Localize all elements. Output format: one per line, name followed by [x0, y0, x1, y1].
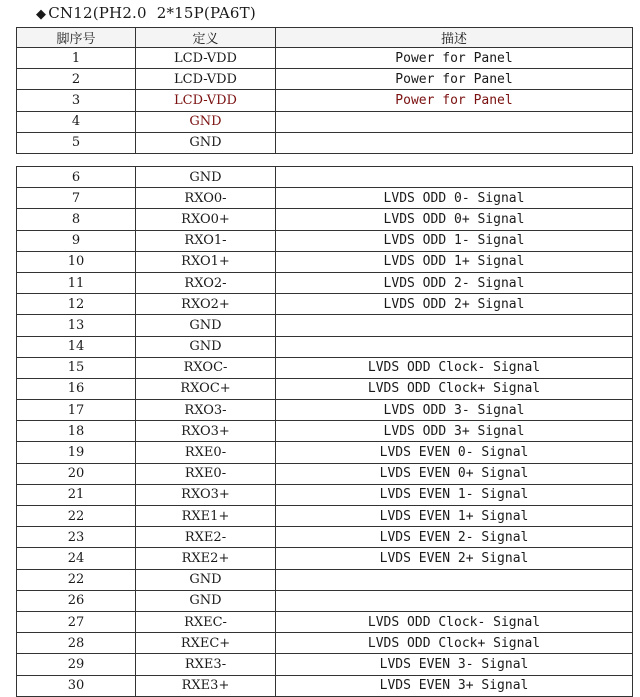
pin-number-cell: 13: [17, 315, 136, 336]
pin-definition-cell: RXO2+: [136, 294, 276, 315]
pin-number-cell: 21: [17, 484, 136, 505]
pin-number-cell: 4: [17, 111, 136, 132]
table-row: [17, 463, 633, 484]
pin-number-cell: 16: [17, 378, 136, 399]
table-row: [17, 654, 633, 675]
table-row: [17, 132, 633, 153]
pin-definition-cell: RXOC-: [136, 357, 276, 378]
pin-definition-cell: RXE1+: [136, 506, 276, 527]
pin-description-cell: LVDS EVEN 3- Signal: [276, 654, 633, 675]
pin-definition-cell: RXO3+: [136, 421, 276, 442]
pin-description-cell: Power for Panel: [276, 69, 633, 90]
pin-number-cell: 11: [17, 272, 136, 293]
diamond-bullet-icon: ◆: [36, 7, 47, 22]
pin-definition-cell: GND: [136, 336, 276, 357]
pin-description-cell: LVDS ODD Clock- Signal: [276, 611, 633, 632]
table-row: [17, 400, 633, 421]
pin-description-cell: LVDS ODD 0- Signal: [276, 188, 633, 209]
table-row: [17, 590, 633, 611]
pin-definition-cell: RXE0-: [136, 442, 276, 463]
pin-number-cell: 15: [17, 357, 136, 378]
pin-description-cell: LVDS ODD 1+ Signal: [276, 251, 633, 272]
pin-description-cell: [276, 132, 633, 153]
pin-number-cell: 6: [17, 167, 136, 188]
pin-definition-cell: RXE0-: [136, 463, 276, 484]
table-row: [17, 230, 633, 251]
table-row: [17, 69, 633, 90]
pin-definition-cell: GND: [136, 569, 276, 590]
header-definition: 定义: [136, 28, 276, 48]
pin-definition-cell: LCD-VDD: [136, 90, 276, 111]
table-row: [17, 272, 633, 293]
pin-number-cell: 14: [17, 336, 136, 357]
pin-definition-cell: RXO0-: [136, 188, 276, 209]
table-row: [17, 506, 633, 527]
table-row: [17, 315, 633, 336]
page-title: [36, 4, 256, 22]
pin-definition-cell: RXE3-: [136, 654, 276, 675]
pin-definition-cell: RXO1-: [136, 230, 276, 251]
pin-description-cell: LVDS ODD Clock- Signal: [276, 357, 633, 378]
table-row: [17, 90, 633, 111]
pin-number-cell: 5: [17, 132, 136, 153]
pin-description-cell: [276, 111, 633, 132]
pin-definition-cell: LCD-VDD: [136, 48, 276, 69]
table-row: [17, 633, 633, 654]
pin-number-cell: 10: [17, 251, 136, 272]
pin-definition-cell: RXO3-: [136, 400, 276, 421]
pin-description-cell: LVDS ODD 3+ Signal: [276, 421, 633, 442]
pin-number-cell: 2: [17, 69, 136, 90]
pin-number-cell: 1: [17, 48, 136, 69]
pin-description-cell: [276, 167, 633, 188]
pin-number-cell: 12: [17, 294, 136, 315]
table-row: [17, 167, 633, 188]
table-row: [17, 527, 633, 548]
pin-number-cell: 23: [17, 527, 136, 548]
table-row: [17, 294, 633, 315]
pin-number-cell: 7: [17, 188, 136, 209]
pin-description-cell: [276, 569, 633, 590]
pin-description-cell: LVDS EVEN 1+ Signal: [276, 506, 633, 527]
table-row: [17, 442, 633, 463]
pin-description-cell: LVDS EVEN 0- Signal: [276, 442, 633, 463]
pin-definition-cell: RXE2+: [136, 548, 276, 569]
pin-number-cell: 22: [17, 569, 136, 590]
pin-definition-cell: GND: [136, 132, 276, 153]
pin-description-cell: Power for Panel: [276, 90, 633, 111]
pin-table-bottom: [16, 166, 633, 697]
pin-description-cell: Power for Panel: [276, 48, 633, 69]
page-title-text: CN12(PH2.0 2*15P(PA6T): [48, 4, 256, 22]
pin-number-cell: 3: [17, 90, 136, 111]
pin-description-cell: LVDS ODD 0+ Signal: [276, 209, 633, 230]
header-description: 描述: [276, 28, 633, 48]
pin-number-cell: 18: [17, 421, 136, 442]
table-row: [17, 569, 633, 590]
table-row: [17, 484, 633, 505]
pin-description-cell: LVDS EVEN 1- Signal: [276, 484, 633, 505]
pin-description-cell: LVDS ODD 1- Signal: [276, 230, 633, 251]
pin-description-cell: LVDS ODD Clock+ Signal: [276, 378, 633, 399]
table-row: [17, 336, 633, 357]
pin-number-cell: 8: [17, 209, 136, 230]
pin-number-cell: 28: [17, 633, 136, 654]
table-row: [17, 357, 633, 378]
pin-description-cell: LVDS EVEN 0+ Signal: [276, 463, 633, 484]
pin-definition-cell: RXE2-: [136, 527, 276, 548]
table-row: [17, 548, 633, 569]
pin-number-cell: 26: [17, 590, 136, 611]
pin-number-cell: 27: [17, 611, 136, 632]
pin-definition-cell: LCD-VDD: [136, 69, 276, 90]
pin-definition-cell: RXO0+: [136, 209, 276, 230]
pin-description-cell: LVDS EVEN 2- Signal: [276, 527, 633, 548]
pin-description-cell: [276, 336, 633, 357]
pin-description-cell: LVDS ODD 2- Signal: [276, 272, 633, 293]
table-row: [17, 611, 633, 632]
pin-description-cell: LVDS ODD 3- Signal: [276, 400, 633, 421]
table-header-row: [17, 28, 633, 48]
pin-definition-cell: RXEC+: [136, 633, 276, 654]
pin-description-cell: [276, 315, 633, 336]
table-row: [17, 675, 633, 696]
table-row: [17, 378, 633, 399]
pin-definition-cell: GND: [136, 167, 276, 188]
pin-number-cell: 20: [17, 463, 136, 484]
pin-number-cell: 22: [17, 506, 136, 527]
table-row: [17, 251, 633, 272]
pin-table-top: [16, 27, 633, 154]
pin-number-cell: 19: [17, 442, 136, 463]
pin-definition-cell: RXO2-: [136, 272, 276, 293]
pin-definition-cell: RXO3+: [136, 484, 276, 505]
pin-description-cell: LVDS ODD 2+ Signal: [276, 294, 633, 315]
pin-definition-cell: GND: [136, 590, 276, 611]
pin-number-cell: 29: [17, 654, 136, 675]
pin-description-cell: LVDS EVEN 3+ Signal: [276, 675, 633, 696]
pin-description-cell: [276, 590, 633, 611]
pin-definition-cell: GND: [136, 111, 276, 132]
pin-number-cell: 30: [17, 675, 136, 696]
pin-definition-cell: RXO1+: [136, 251, 276, 272]
pin-definition-cell: RXEC-: [136, 611, 276, 632]
pin-definition-cell: GND: [136, 315, 276, 336]
pin-description-cell: LVDS ODD Clock+ Signal: [276, 633, 633, 654]
header-pin-no: 脚序号: [17, 28, 136, 48]
table-row: [17, 209, 633, 230]
table-row: [17, 48, 633, 69]
pin-number-cell: 17: [17, 400, 136, 421]
pin-number-cell: 9: [17, 230, 136, 251]
pin-definition-cell: RXOC+: [136, 378, 276, 399]
pin-description-cell: LVDS EVEN 2+ Signal: [276, 548, 633, 569]
table-row: [17, 421, 633, 442]
table-row: [17, 188, 633, 209]
pin-number-cell: 24: [17, 548, 136, 569]
pin-definition-cell: RXE3+: [136, 675, 276, 696]
table-row: [17, 111, 633, 132]
